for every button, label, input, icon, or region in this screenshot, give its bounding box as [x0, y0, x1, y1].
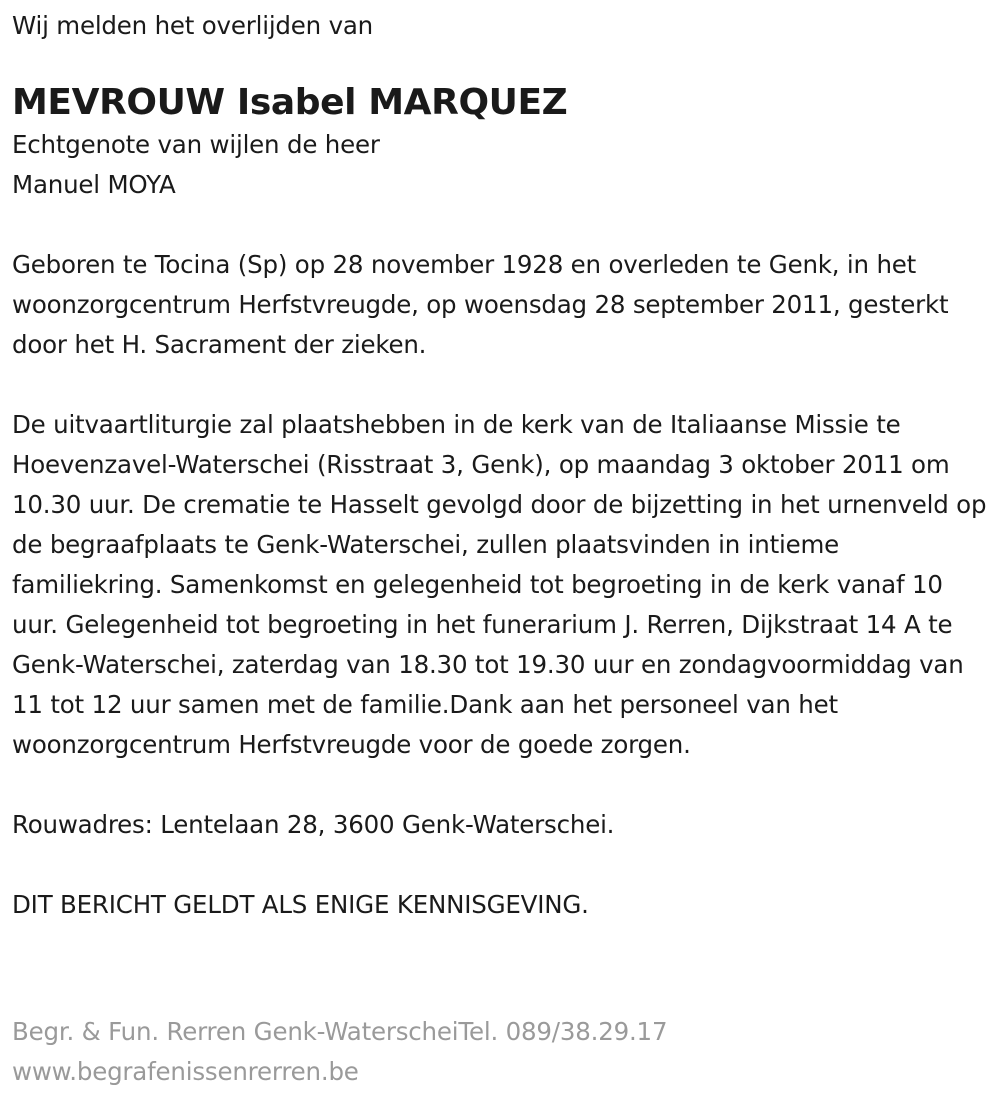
notice-statement: DIT BERICHT GELDT ALS ENIGE KENNISGEVING.	[12, 890, 589, 919]
funeral-home-info: Begr. & Fun. Rerren Genk-WaterscheiTel. 089/38.29.17	[12, 1017, 668, 1046]
spouse-line-2: Manuel MOYA	[12, 170, 176, 199]
spouse-info	[12, 125, 988, 205]
footer	[12, 1012, 667, 1092]
birth-death-paragraph: Geboren te Tocina (Sp) op 28 november 1928 en overleden te Genk, in het woonzorgcentrum Herfstvreugde, op woensdag 28 september 2011, gesterkt door het H. Sacrament der zieken.	[12, 250, 949, 359]
funeral-paragraph: De uitvaartliturgie zal plaatshebben in de kerk van de Italiaanse Missie te Hoevenzavel-Waterschei (Risstraat 3, Genk), op maandag 3 oktober 2011 om 10.30 uur. De crematie te Hasselt gevolgd door de bijzetting in het urnenveld op de begraafplaats te Genk-Waterschei, zullen plaatsvinden in intieme familiekring. Samenkomst en gelegenheid tot begroeting in de kerk vanaf 10 uur. Gelegenheid tot begroeting in het funerarium J. Rerren, Dijkstraat 14 A te Genk-Waterschei, zaterdag van 18.30 tot 19.30 uur en zondagvoormiddag van 11 tot 12 uur samen met de familie.Dank aan het personeel van het woonzorgcentrum Herfstvreugde voor de goede zorgen.	[12, 410, 987, 759]
mourning-address: Rouwadres: Lentelaan 28, 3600 Genk-Waterschei.	[12, 810, 615, 839]
deceased-name: MEVROUW Isabel MARQUEZ	[12, 82, 568, 123]
website-link[interactable]: www.begrafenissenrerren.be	[12, 1057, 359, 1086]
spouse-line-1: Echtgenote van wijlen de heer	[12, 130, 380, 159]
intro-text: Wij melden het overlijden van	[12, 11, 374, 40]
